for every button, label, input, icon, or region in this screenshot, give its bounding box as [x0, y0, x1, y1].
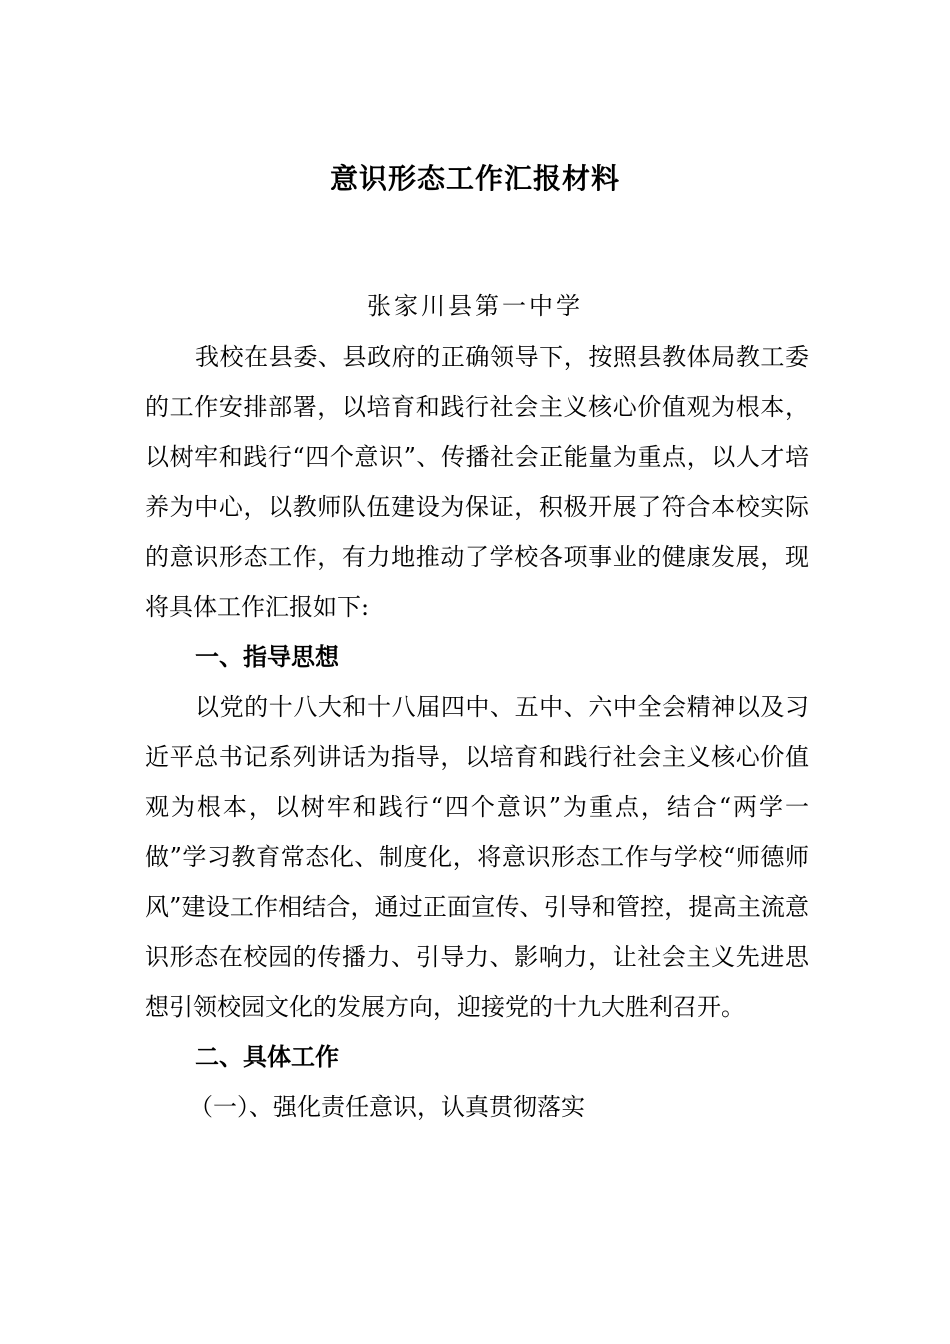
document-title: 意识形态工作汇报材料: [329, 162, 620, 195]
document-body: [145, 332, 809, 1132]
intro-paragraph: 我校在县委、县政府的正确领导下，按照县教体局教工委的工作安排部署，以培育和践行社会主义核心价值观为根本，以树牢和践行“四个意识”、传播社会正能量为重点，以人才培养为中心，以教师队伍建设为保证，积极开展了符合本校实际的意识形态工作，有力地推动了学校各项事业的健康发展，现将具体工作汇报如下:: [145, 343, 809, 621]
guiding-ideology-paragraph: 以党的十八大和十八届四中、五中、六中全会精神以及习近平总书记系列讲话为指导，以培育和践行社会主义核心价值观为根本，以树牢和践行“四个意识”为重点，结合“两学一做”学习教育常态化、制度化，将意识形态工作与学校“师德师风”建设工作相结合，通过正面宣传、引导和管控，提高主流意识形态在校园的传播力、引导力、影响力，让社会主义先进思想引领校园文化的发展方向，迎接党的十九大胜利召开。: [145, 693, 809, 1021]
organization-name: 张家川县第一中学: [367, 292, 583, 320]
subsection-heading: （一）、强化责任意识，认真贯彻落实: [189, 1093, 585, 1121]
section-heading-guiding-ideology: 一、指导思想: [195, 643, 339, 671]
section-heading-specific-work: 二、具体工作: [195, 1043, 339, 1071]
